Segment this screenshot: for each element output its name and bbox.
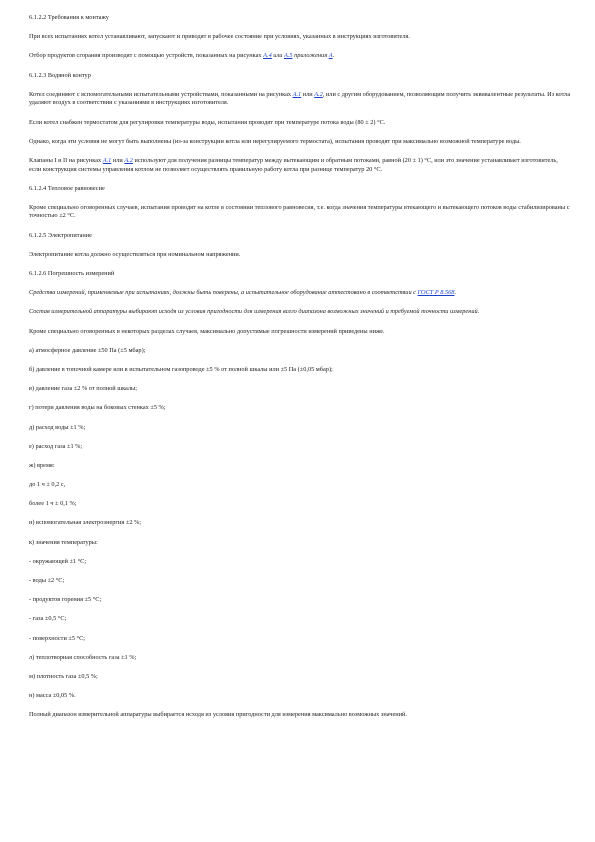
list-item: г) потери давления воды на боковых стенках ±5 %; xyxy=(29,404,166,412)
paragraph-text: используют для получения разницы температур между вытекающим и обратным потоками, равной (20 ± 1) °С, или это значение устанавливает изготовитель, если конструкция системы управления котлом не позволяет осуществлять правильную работу котла при разнице температур 20 °С. xyxy=(29,156,558,173)
link-figure-a2[interactable]: А.2 xyxy=(124,156,133,164)
list-item: в) давление газа ±2 % от полной шкалы; xyxy=(29,385,138,393)
paragraph-exceptions: Кроме специально оговоренных в некоторых разделах случаев, максимально допустимые погрешности измерений приведены ниже. xyxy=(29,327,385,335)
list-item: - воды ±2 °С; xyxy=(29,577,65,585)
section-heading-6122: 6.1.2.2 Требования к монтажу xyxy=(29,14,109,21)
section-heading-6126: 6.1.2.6 Погрешность измерений xyxy=(29,270,115,278)
paragraph-composition: Состав измерительной аппаратуры выбирают исходя из условия пригодности для измерения всего диапазона возможных значений и требуемой точности измерений. xyxy=(29,308,480,316)
paragraph-text: Котел соединяют с вспомогательными испытательными устройствами, показанными на рисунках xyxy=(29,90,293,98)
link-figure-a5[interactable]: А.5 xyxy=(283,52,293,60)
paragraph-thermostat: Если котел снабжен термостатом для регулировки температуры воды, испытания проводят при температуре потока воды (80 ± 2) °С. xyxy=(29,118,386,126)
list-item: м) плотность газа ±0,5 %; xyxy=(29,672,98,680)
list-item: а) атмосферное давление ±50 Па (±5 мбар); xyxy=(29,346,146,354)
paragraph-text: приложения xyxy=(292,52,329,60)
link-figure-a1[interactable]: А.1 xyxy=(292,90,302,98)
document-page xyxy=(29,14,571,731)
section-heading-6123: 6.1.2.3 Водяной контур xyxy=(29,71,91,79)
paragraph-text: Средства измерений, применяемые при испытаниях, должны быть поверены, а испытательное оборудование аттестовано в соответствии с xyxy=(29,289,418,297)
paragraph-full-range: Полный диапазон измерительной аппаратуры выбирается исходя из условия пригодности для измерения максимально возможных значений. xyxy=(29,711,407,719)
paragraph-however: Однако, когда эти условия не могут быть выполнены (из-за конструкции котла или нерегулируемого термостата), испытания проводят при максимально возможной температуре воды. xyxy=(29,137,521,145)
paragraph-sampling xyxy=(29,52,571,61)
paragraph-mounting: При всех испытаниях котел устанавливают, запускают и приводят в рабочее состояние при условиях, указанных в инструкциях изготовителя. xyxy=(29,33,410,41)
list-item: н) масса ±0,05 %. xyxy=(29,692,76,700)
list-item: е) расход газа ±1 %; xyxy=(29,442,83,450)
list-item: - продуктов горения ±5 °С; xyxy=(29,596,102,604)
paragraph-text: или xyxy=(301,90,315,98)
list-item: б) давление в топочной камере или в испытательном газопроводе ±5 % от полной шкалы или ±5 Па (±0,05 мбар); xyxy=(29,365,333,373)
paragraph-measuring-means xyxy=(29,289,571,298)
paragraph-text: . xyxy=(332,52,335,60)
link-figure-a2[interactable]: А.2 xyxy=(314,90,323,98)
list-item: - поверхности ±5 °С; xyxy=(29,634,86,642)
list-item: к) значения температуры: xyxy=(29,538,98,546)
list-item: - газа ±0,5 °С; xyxy=(29,615,67,623)
list-item: л) теплотворная способность газа ±1 %; xyxy=(29,653,137,661)
paragraph-thermal-balance: Кроме специально оговоренных случаев, испытания проводят на котле в состоянии теплового равновесия, т.е. когда значения температуры втекающего и вытекающего потоков воды стабилизированы с точностью ±2 °С. xyxy=(29,203,570,220)
link-figure-a1[interactable]: А.1 xyxy=(102,156,112,164)
paragraph-text: или xyxy=(111,156,125,164)
paragraph-text: Отбор продуктов сгорания производят с помощью устройств, показанных на рисунках xyxy=(29,52,264,60)
list-item: более 1 ч ± 0,1 %; xyxy=(29,500,77,508)
list-item: д) расход воды ±1 %; xyxy=(29,423,86,431)
section-heading-6124: 6.1.2.4 Тепловое равновесие xyxy=(29,184,105,192)
paragraph-water-circuit xyxy=(29,91,571,108)
section-heading-6125: 6.1.2.5 Электропитание xyxy=(29,231,92,239)
link-gost-r-8568[interactable]: ГОСТ Р 8.568 xyxy=(417,289,455,297)
paragraph-text: или xyxy=(271,52,284,60)
paragraph-text: . xyxy=(454,289,457,297)
list-item: ж) время: xyxy=(29,461,55,469)
list-item: до 1 ч ± 0,2 с, xyxy=(29,481,66,489)
paragraph-power: Электропитание котла должно осуществляться при номинальном напряжении. xyxy=(29,250,241,258)
list-item: - окружающей ±1 °С; xyxy=(29,557,87,565)
list-item: и) вспомогательная электроэнергия ±2 %; xyxy=(29,519,142,527)
link-appendix-a[interactable]: А xyxy=(328,52,333,60)
paragraph-text: , или с другим оборудованием, позволяющим получить эквивалентные результаты. Из котла удаляют воздух в соответствии с указаниями в инструкциях изготовителя. xyxy=(29,90,571,107)
link-figure-a4[interactable]: А.4 xyxy=(263,52,272,60)
paragraph-text: Клапаны I и II на рисунках xyxy=(29,156,103,164)
paragraph-valves xyxy=(29,157,571,174)
